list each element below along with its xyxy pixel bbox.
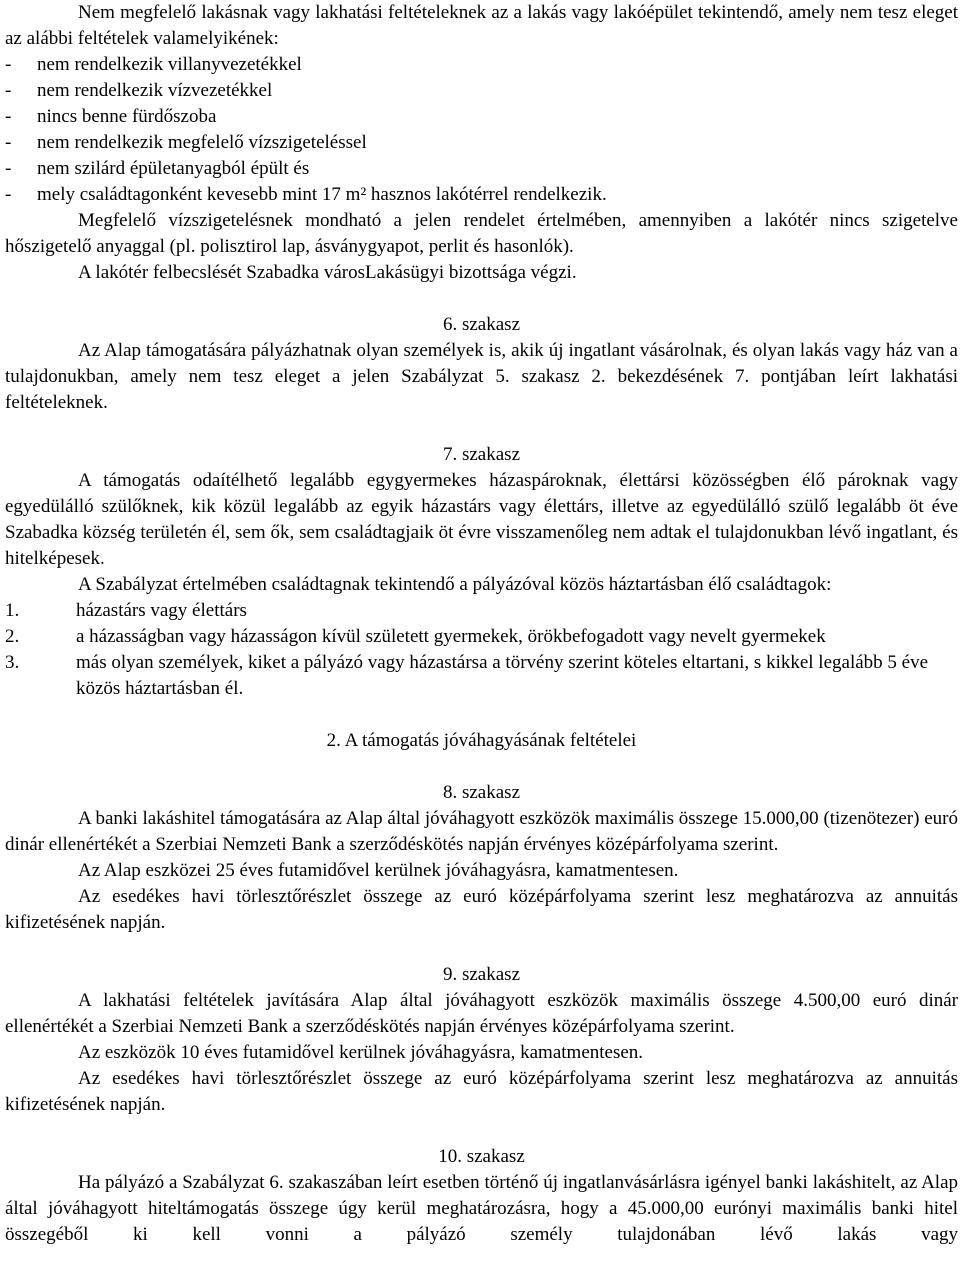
section-10-heading: 10. szakasz — [438, 1146, 525, 1167]
assessment-paragraph: A lakótér felbecslését Szabadka városLakásügyi bizottsága végzi. — [78, 262, 577, 283]
section-8-paragraph: A banki lakáshitel támogatására az Alap által jóváhagyott eszközök maximális összege 15.000,00 (tizenötezer) euró dinár ellenértékét a Szerbiai Nemzeti Bank a szerződéskötés napján érvényes középárfolyama szerint. — [5, 808, 958, 855]
conditions-list — [5, 52, 958, 208]
list-item: - nincs benne fürdőszoba — [5, 106, 217, 127]
section-8-heading: 8. szakasz — [442, 782, 521, 803]
list-item: 2. a házasságban vagy házasságon kívül született gyermekek, örökbefogadott vagy nevelt gyermekek — [5, 626, 826, 647]
list-item: 1. házastárs vagy élettárs — [5, 600, 247, 621]
list-item: - mely családtagonként kevesebb mint 17 m² hasznos lakótérrel rendelkezik. — [5, 184, 607, 205]
waterproofing-paragraph: Megfelelő vízszigetelésnek mondható a jelen rendelet értelmében, amennyiben a lakótér nincs szigetelve hőszigetelő anyaggal (pl. polisztirol lap, ásványgyapot, perlit és hasonlók). — [5, 210, 958, 257]
list-item: 3. más olyan személyek, kiket a pályázó vagy házastársa a törvény szerint köteles eltartani, s kikkel legalább 5 éve közös háztartásban él. — [5, 652, 929, 699]
section-9-term-paragraph: Az eszközök 10 éves futamidővel kerülnek jóváhagyásra, kamatmentesen. — [78, 1042, 644, 1063]
section-7-paragraph: A támogatás odaítélhető legalább egygyermekes házaspároknak, élettársi közösségben élő pároknak vagy egyedülálló szülőknek, kik közül legalább az egyik házastárs vagy élettárs, illetve az egyedülálló szülő legalább öt éve Szabadka község területén él, sem ők, sem családtagjaik öt évre visszamenőleg nem adtak el tulajdonukban lévő ingatlant, és hitelképesek. — [5, 470, 958, 569]
section-7-heading: 7. szakasz — [442, 444, 521, 465]
list-item: - nem rendelkezik megfelelő vízszigeteléssel — [5, 132, 367, 153]
section-8-term-paragraph: Az Alap eszközei 25 éves futamidővel kerülnek jóváhagyásra, kamatmentesen. — [78, 860, 679, 881]
section-7-family-paragraph: A Szabályzat értelmében családtagnak tekintendő a pályázóval közös háztartásban élő családtagok: — [78, 574, 832, 595]
section-8-installment-paragraph: Az esedékes havi törlesztőrészlet összege az euró középárfolyama szerint lesz meghatározva az annuitás kifizetésének napján. — [5, 886, 958, 933]
intro-paragraph: Nem megfelelő lakásnak vagy lakhatási feltételeknek az a lakás vagy lakóépület tekintendő, amely nem tesz eleget az alábbi feltételek valamelyikének: — [5, 2, 958, 49]
list-item: - nem szilárd épületanyagból épült és — [5, 158, 310, 179]
family-members-list — [5, 598, 958, 702]
list-item: - nem rendelkezik vízvezetékkel — [5, 80, 273, 101]
section-10-paragraph: Ha pályázó a Szabályzat 6. szakaszában leírt esetben történő új ingatlanvásárlásra igényel banki lakáshitelt, az Alap által jóváhagyott hiteltámogatás összege úgy kerül meghatározásra, hogy a 45.000,00 eurónyi maximális banki hitel összegéből ki kell vonni a pályázó személy tulajdonában lévő lakás vagy — [5, 1172, 958, 1245]
section-6-paragraph: Az Alap támogatására pályázhatnak olyan személyek is, akik új ingatlant vásárolnak, és olyan lakás vagy ház van a tulajdonukban, amely nem tesz eleget a jelen Szabályzat 5. szakasz 2. bekezdésének 7. pontjában leírt lakhatási feltételeknek. — [5, 340, 958, 413]
document-page — [5, 0, 958, 1248]
section-9-installment-paragraph: Az esedékes havi törlesztőrészlet összege az euró középárfolyama szerint lesz meghatározva az annuitás kifizetésének napján. — [5, 1068, 958, 1115]
list-item: - nem rendelkezik villanyvezetékkel — [5, 54, 302, 75]
section-6-heading: 6. szakasz — [442, 314, 521, 335]
chapter-2-heading: 2. A támogatás jóváhagyásának feltételei — [326, 730, 637, 751]
section-9-paragraph: A lakhatási feltételek javítására Alap által jóváhagyott eszközök maximális összege 4.500,00 euró dinár ellenértékét a Szerbiai Nemzeti Bank a szerződéskötés napján érvényes középárfolyama szerint. — [5, 990, 958, 1037]
section-9-heading: 9. szakasz — [442, 964, 521, 985]
